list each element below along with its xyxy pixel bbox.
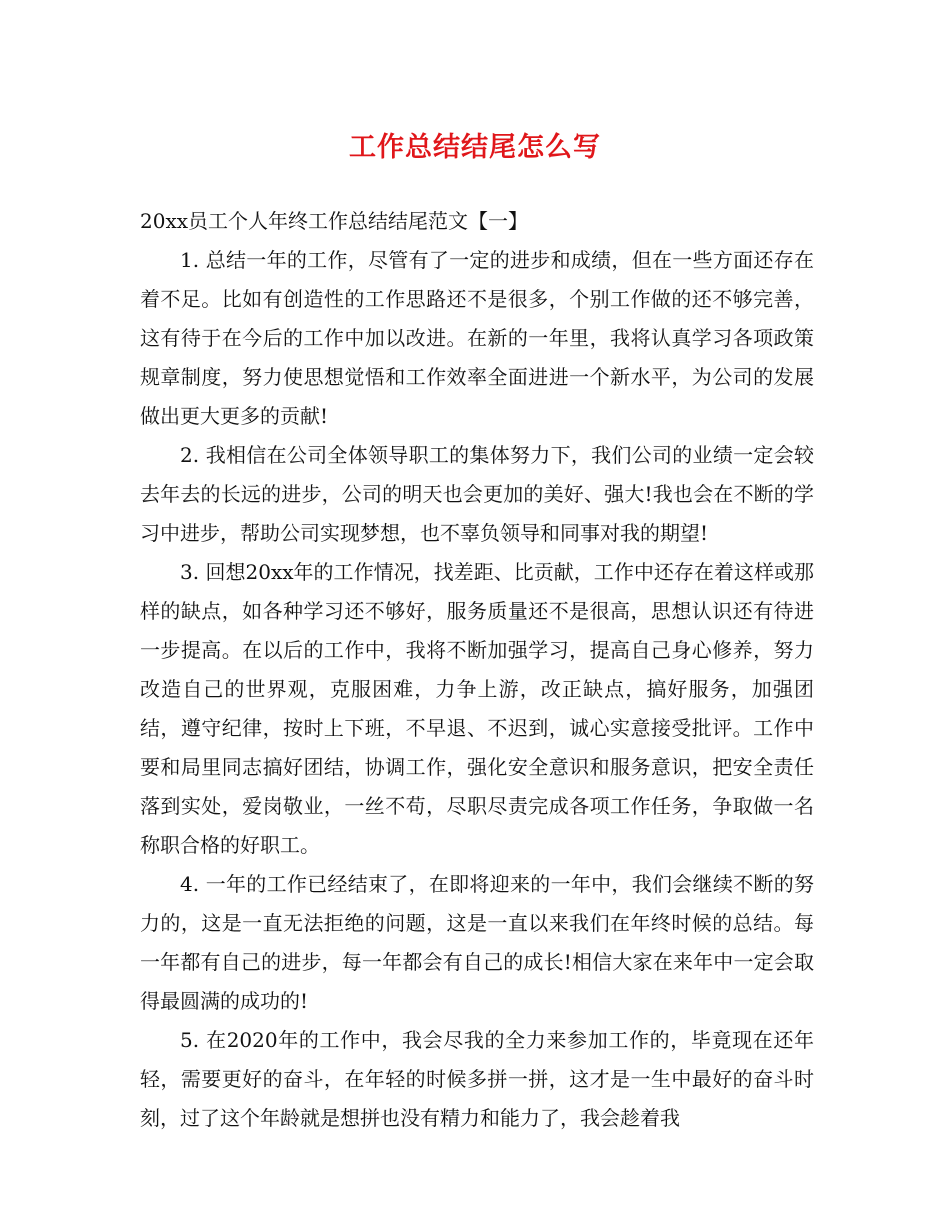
paragraph-4: 4. 一年的工作已经结束了，在即将迎来的一年中，我们会继续不断的努力的，这是一直无法拒绝的问题，这是一直以来我们在年终时候的总结。每一年都有自己的进步，每一年都会有自己的成长!相信大家在来年中一定会取得最圆满的成功的! — [140, 872, 814, 1013]
document-title: 工作总结结尾怎么写 — [349, 132, 601, 163]
paragraph-1: 1. 总结一年的工作，尽管有了一定的进步和成绩，但在一些方面还存在着不足。比如有创造性的工作思路还不是很多，个别工作做的还不够完善，这有待于在今后的工作中加以改进。在新的一年里，我将认真学习各项政策规章制度，努力使思想觉悟和工作效率全面进进一个新水平，为公司的发展做出更大更多的贡献! — [140, 248, 814, 428]
paragraph-2: 2. 我相信在公司全体领导职工的集体努力下，我们公司的业绩一定会较去年去的长远的进步，公司的明天也会更加的美好、强大!我也会在不断的学习中进步，帮助公司实现梦想，也不辜负领导和同事对我的期望! — [140, 443, 814, 545]
document-body — [140, 202, 814, 1138]
paragraph-3: 3. 回想20xx年的工作情况，找差距、比贡献，工作中还存在着这样或那样的缺点，如各种学习还不够好，服务质量还不是很高，思想认识还有待进一步提高。在以后的工作中，我将不断加强学习，提高自己身心修养，努力改造自己的世界观，克服困难，力争上游，改正缺点，搞好服务，加强团结，遵守纪律，按时上下班，不早退、不迟到，诚心实意接受批评。工作中要和局里同志搞好团结，协调工作，强化安全意识和服务意识，把安全责任落到实处，爱岗敬业，一丝不苟，尽职尽责完成各项工作任务，争取做一名称职合格的好职工。 — [140, 560, 814, 857]
section-heading: 20xx员工个人年终工作总结结尾范文【一】 — [140, 209, 529, 233]
paragraph-5: 5. 在2020年的工作中，我会尽我的全力来参加工作的，毕竟现在还年轻，需要更好的奋斗，在年轻的时候多拼一拼，这才是一生中最好的奋斗时刻，过了这个年龄就是想拼也没有精力和能力了，我会趁着我 — [140, 1028, 814, 1130]
